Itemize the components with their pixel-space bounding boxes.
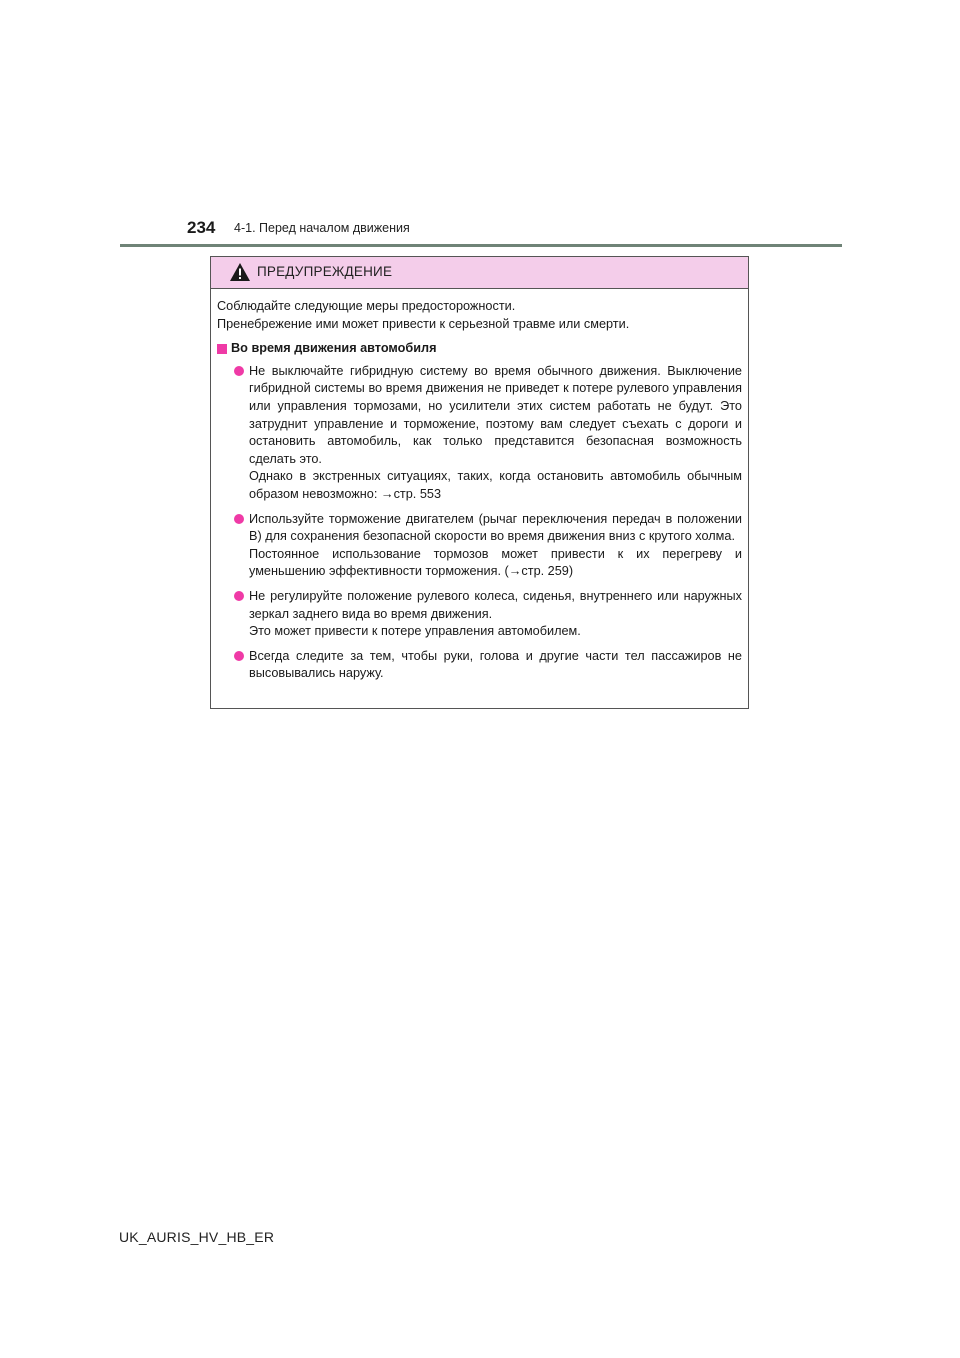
- intro-line-1: Соблюдайте следующие меры предосторожности.: [217, 299, 516, 313]
- square-bullet-icon: [217, 344, 227, 354]
- bullet-paragraph: Не выключайте гибридную систему во время обычного движения. Выключение гибридной системы во время движения не приведет к потере рулевого управления или управления тормозами, но усилители этих систем работать не будут. Это затруднит управление и торможение, поэтому вам следует съехать с дороги и остановить автомобиль, как только представится безопасная возможность сделать это.: [249, 363, 742, 466]
- document-code: UK_AURIS_HV_HB_ER: [119, 1229, 275, 1245]
- section-title: 4-1. Перед началом движения: [234, 221, 410, 235]
- intro-line-2: Пренебрежение ими может привести к серьезной травме или смерти.: [217, 316, 630, 331]
- bullet-paragraph: Постоянное использование тормозов может привести к их перегреву и уменьшению эффективности торможения. (→стр. 259): [249, 546, 742, 579]
- warning-title: ПРЕДУПРЕЖДЕНИЕ: [257, 264, 393, 279]
- section-heading: [217, 340, 742, 358]
- warning-triangle-icon: [229, 262, 251, 282]
- warning-box: [210, 256, 749, 709]
- pink-dot-bullet-icon: [234, 651, 244, 661]
- list-item: [234, 511, 742, 581]
- section-heading-text: Во время движения автомобиля: [231, 341, 437, 356]
- list-item: [234, 588, 742, 641]
- list-item: [234, 363, 742, 504]
- bullet-paragraph: Используйте торможение двигателем (рычаг переключения передач в положении B) для сохранения безопасной скорости во время движения вниз с крутого холма.: [249, 511, 742, 544]
- warning-header: [211, 257, 748, 289]
- bullet-paragraph: Однако в экстренных ситуациях, таких, когда остановить автомобиль обычным образом невозможно: →стр. 553: [249, 469, 742, 501]
- list-item: [234, 648, 742, 683]
- bullet-paragraph: Всегда следите за тем, чтобы руки, голова и другие части тел пассажиров не высовывались наружу.: [249, 648, 742, 681]
- pink-dot-bullet-icon: [234, 514, 244, 524]
- warning-body: [211, 289, 748, 683]
- page-number: 234: [187, 218, 216, 237]
- pink-dot-bullet-icon: [234, 366, 244, 376]
- bullet-paragraph: Это может привести к потере управления автомобилем.: [249, 624, 581, 639]
- bullet-paragraph: Не регулируйте положение рулевого колеса, сиденья, внутреннего или наружных зеркал заднего вида во время движения.: [249, 588, 742, 621]
- header-rule: [120, 244, 842, 247]
- pink-dot-bullet-icon: [234, 591, 244, 601]
